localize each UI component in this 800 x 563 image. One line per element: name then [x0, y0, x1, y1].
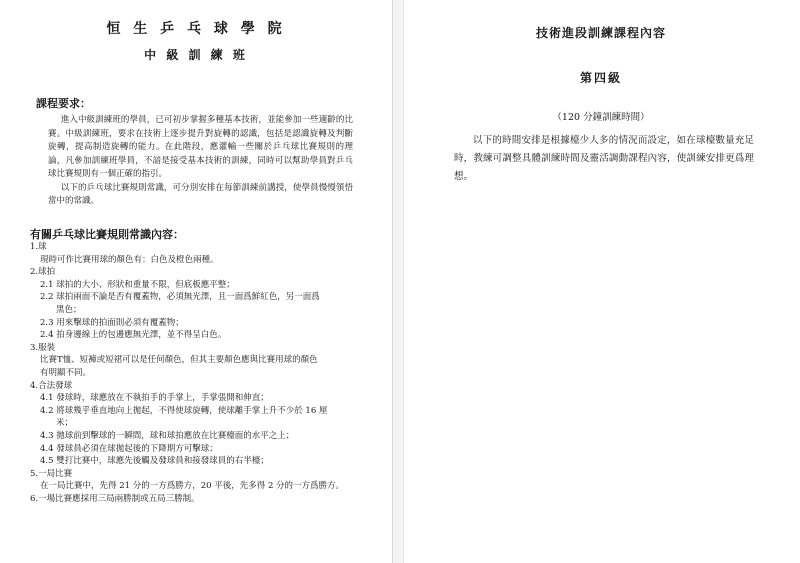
- rule-item: 4.3 拋球前到擊球的一瞬間，球和球拍應放在比賽檯面的水平之上；: [40, 430, 295, 441]
- rule-text-continued: 有明顯不同。: [40, 367, 92, 378]
- level-title: 第四級: [579, 71, 622, 85]
- rule-section: 3.服裝: [30, 342, 56, 353]
- rule-item: 4.1 發球時，球應放在不執拍手的手掌上，手掌張開和伸直；: [40, 393, 269, 404]
- rule-section: 6.一場比賽應採用三局兩勝制或五局三勝制。: [30, 493, 200, 504]
- rule-item: 2.4 拍身邊線上的包邊應無光澤，並不得呈白色。: [40, 330, 227, 341]
- duration-note: （120 分鐘訓練時間）: [552, 112, 650, 123]
- right-page: [402, 0, 800, 563]
- schedule-description: [454, 132, 754, 186]
- rule-item: 2.3 用來擊球的拍面則必須有覆蓋物；: [40, 317, 184, 328]
- requirements-heading: 課程要求：: [36, 97, 91, 110]
- rules-list: [30, 241, 370, 505]
- rule-section: 4.合法發球: [30, 380, 73, 391]
- rule-item: 2.1 球拍的大小、形狀和重量不限，但底板應平整；: [40, 279, 235, 290]
- requirements-body: [48, 114, 353, 209]
- rule-item: 4.5 雙打比賽中，球應先後觸及發球員和接發球員的右半檯；: [40, 456, 269, 467]
- rule-section: 2.球拍: [30, 267, 56, 278]
- rule-item-continued: 黑色；: [56, 304, 82, 315]
- plan-title: 技術進段訓練課程內容: [535, 26, 666, 40]
- rule-section: 1.球: [30, 242, 47, 252]
- rule-text: 比賽T恤、短褲或短裙可以是任何顏色，但其主要顏色應與比賽用球的顏色: [40, 355, 318, 366]
- school-title: 恒 生 乒 乓 球 學 院: [106, 21, 286, 37]
- rule-item: 2.2 球拍兩面不論是否有覆蓋物，必須無光澤，且一面爲鮮紅色，另一面爲: [40, 292, 320, 303]
- rule-text: 現時可作比賽用球的顏色有：白色及橙色兩種。: [40, 254, 219, 265]
- left-page: [0, 0, 392, 563]
- description-paragraph: 以下的時間安排是根據檯少人多的情況而設定，如在球檯數量充足時，教練可調整具體訓練時間及靈活調動課程內容，使訓練安排更爲理想。: [454, 135, 754, 182]
- rule-section: 5.一局比賽: [30, 468, 73, 479]
- rule-item-continued: 米；: [56, 418, 74, 429]
- rule-text: 在一局比賽中，先得 21 分的一方爲勝方，20 平後，先多得 2 分的一方爲勝方。: [40, 481, 345, 492]
- requirements-paragraph: 進入中級訓練班的學員，已可初步掌握多種基本技術，並能參加一些適齡的比賽。中級訓練班，要求在技術上逐步提升對旋轉的認識，包括是認識旋轉及判斷旋轉，提高制造旋轉的能力。在此階段，應灌輸一些關於乒乓球比賽規則的理論，凡參加訓練班學員，不諳是接受基本技術的訓練，同時可以幫助學員對乒乓球比賽規則有一個正確的指引。: [48, 115, 353, 179]
- rule-item: 4.2 將球幾乎垂直地向上拋起，不得使球旋轉，使球離手掌上升不少於 16 厘: [40, 405, 328, 416]
- requirements-paragraph: 以下的乒乓球比賽規則常識，可分別安排在每節訓練前講授，使學員慢慢領悟當中的常識。: [48, 182, 353, 206]
- rules-heading: 有關乒乓球比賽規則常識內容：: [30, 228, 184, 241]
- rule-item: 4.4 發球員必須在球拋起後的下降期方可擊球；: [40, 443, 218, 454]
- class-title: 中 級 訓 練 班: [144, 48, 248, 62]
